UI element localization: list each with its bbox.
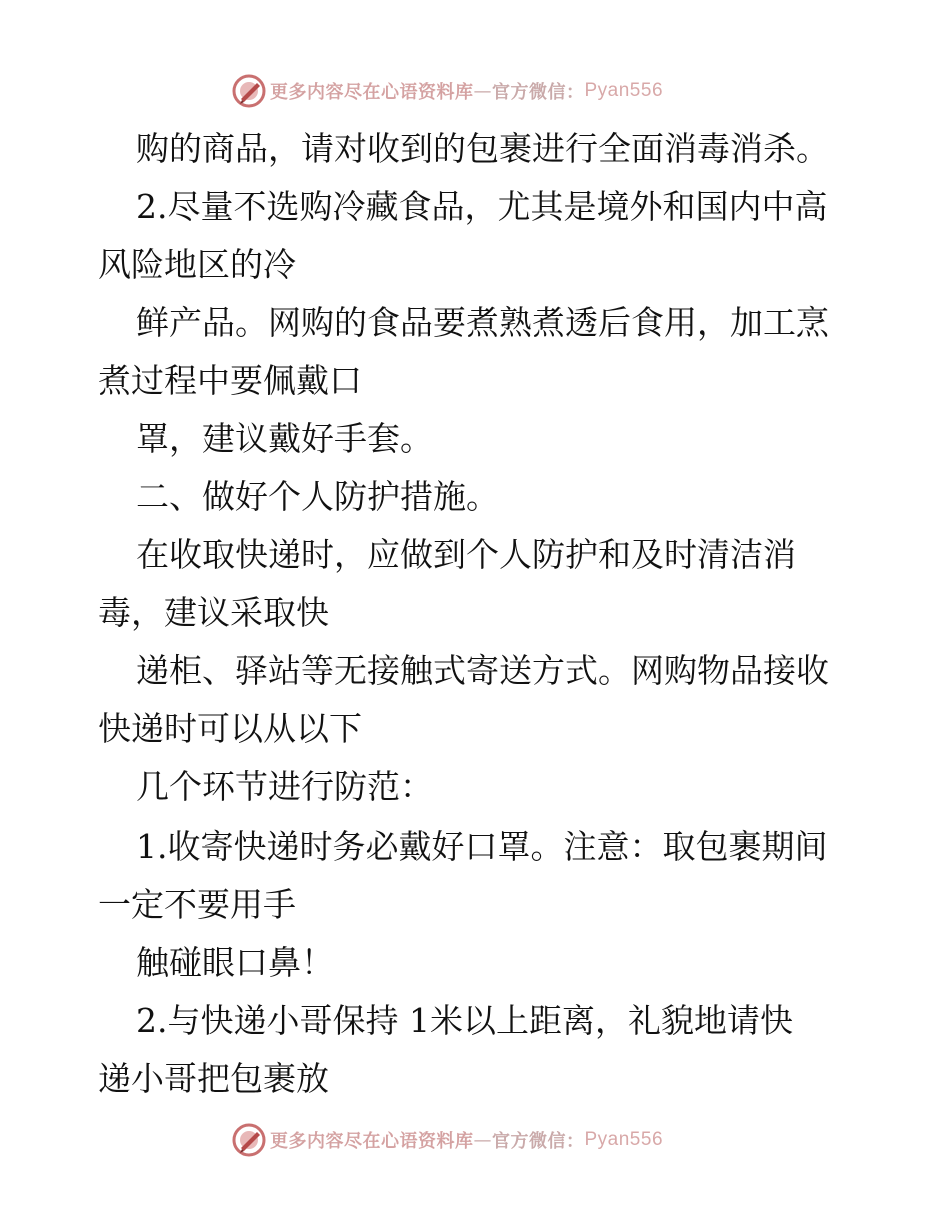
text-line: 递柜、驿站等无接触式寄送方式。网购物品接收 xyxy=(136,651,829,690)
logo-icon xyxy=(232,74,266,108)
text-line: 风险地区的冷 xyxy=(98,245,296,284)
banner-text: 更多内容尽在心语资料库 xyxy=(270,1131,474,1152)
text-line: 在收取快递时，应做到个人防护和及时清洁消 xyxy=(136,535,796,574)
text-line: 2.尽量不选购冷藏食品，尤其是境外和国内中高 xyxy=(136,187,828,226)
section-heading: 二、做好个人防护措施。 xyxy=(136,477,499,516)
text-line: 罩，建议戴好手套。 xyxy=(136,419,433,458)
banner-text: 更多内容尽在心语资料库 xyxy=(270,82,474,103)
text-line: 煮过程中要佩戴口 xyxy=(98,361,362,400)
logo-icon xyxy=(232,1123,266,1157)
text-line: 2.与快递小哥保持 1米以上距离，礼貌地请快 xyxy=(136,1001,793,1040)
banner-dash: — xyxy=(473,80,492,102)
banner-wechat-label: 官方微信： xyxy=(492,82,585,103)
text-line: 递小哥把包裹放 xyxy=(98,1059,329,1098)
footer-banner xyxy=(232,1123,663,1157)
text-line: 触碰眼口鼻！ xyxy=(136,943,334,982)
text-line: 毒，建议采取快 xyxy=(98,593,329,632)
banner-wechat-label: 官方微信： xyxy=(492,1131,585,1152)
text-line: 快递时可以从以下 xyxy=(98,709,362,748)
text-line: 1.收寄快递时务必戴好口罩。注意：取包裹期间 xyxy=(136,827,828,866)
banner-dash: — xyxy=(473,1129,492,1151)
text-line: 一定不要用手 xyxy=(98,885,296,924)
banner-wechat-id: Pyan556 xyxy=(584,80,664,101)
text-line: 几个环节进行防范： xyxy=(136,767,433,806)
text-line: 鲜产品。网购的食品要煮熟煮透后食用，加工烹 xyxy=(136,303,829,342)
header-banner xyxy=(232,74,663,108)
text-line: 购的商品，请对收到的包裹进行全面消毒消杀。 xyxy=(136,129,829,168)
banner-wechat-id: Pyan556 xyxy=(584,1129,664,1150)
